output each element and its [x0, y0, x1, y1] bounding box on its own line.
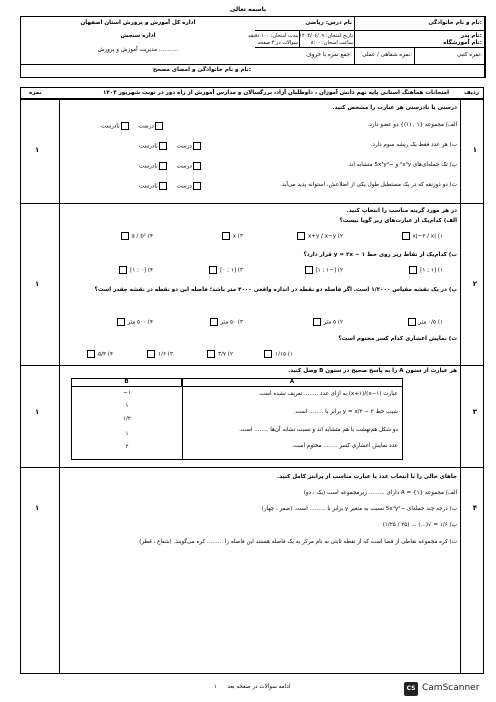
lesson-label: نام درس: ریاضی [305, 20, 352, 26]
grade-words-label: نمره شفاهی / عملی: [362, 52, 412, 58]
false-checkbox[interactable] [159, 182, 167, 190]
col-b-header: B [72, 379, 182, 387]
question-intro: در هر مورد گزینه مناسب را انتخاب کنید. [346, 208, 457, 214]
exam-title-bar [20, 87, 484, 99]
basmala: باسمه تعالی [229, 6, 267, 13]
org-cell [21, 17, 255, 65]
option-3: ۳) ۱/۶ [146, 350, 173, 358]
blank-a: الف) مجموعه {۱} = A دارای ......... زیرمجموعه است (یک ، دو) [303, 490, 457, 496]
question-number: ۴ [472, 504, 477, 512]
true-label: درست [176, 163, 192, 170]
tf-options-c [139, 162, 202, 170]
option-checkbox[interactable] [297, 232, 305, 240]
option-3: ۳) ۵۰ متر [209, 318, 243, 326]
question-number: ۳ [472, 408, 477, 416]
blank-b: ب) درجه چند جمله‌ای −5x⁴y² نسبت به متغیر y برابر با ......... است. (صفر ، چهار) [261, 506, 457, 512]
option-checkbox[interactable] [408, 318, 416, 326]
blank-c: پ) ۱/۶ = √(...) ... (۳۵ / ۱/۲۵) [382, 522, 457, 528]
continue-text: ادامه سوالات در صفحه بعد [227, 684, 291, 690]
option-3: ۳) [۱ ; ۰] [208, 266, 243, 274]
option-checkbox[interactable] [117, 318, 125, 326]
name-label: نام و نام خانوادگی: [428, 20, 482, 26]
question-intro: هر عبارت از ستون A را به پاسخ صحیح در ستون B وصل کنید. [288, 368, 457, 374]
school-label: نام آموزشگاه: [443, 40, 482, 46]
b-item: −۱ [123, 390, 131, 396]
exam-title: امتحانات هماهنگ استانی پایه نهم دانش آموزان ، داوطلبان آزاد، بزرگسالان و مدارس آموزش از راه دور در نوبت شهریور ۱۴۰۴ [102, 90, 449, 96]
question-score: ۱ [35, 504, 40, 512]
option-checkbox[interactable] [147, 350, 155, 358]
grade-digits-cell [415, 48, 485, 65]
option-checkbox[interactable] [305, 266, 313, 274]
option-checkbox[interactable] [222, 232, 230, 240]
page-number: ۱ [213, 684, 217, 690]
a-item: دو شکل هم‌نهشت با هم متشابه اند و نسبت تشابه آن‌ها ........ است. [238, 427, 398, 433]
option-2: ۲) ۳/۷ [206, 350, 233, 358]
statement-b: ب) هر عدد فقط یک ریشه سوم دارد. [370, 142, 457, 148]
date-cell [300, 31, 355, 48]
sign-cell [21, 65, 255, 77]
match-divider [182, 379, 183, 459]
true-checkbox[interactable] [193, 182, 201, 190]
false-checkbox[interactable] [159, 142, 167, 150]
false-checkbox[interactable] [159, 162, 167, 170]
b-item: ۱ [125, 431, 129, 437]
false-checkbox[interactable] [121, 122, 129, 130]
sign-label: نام و نام خانوادگی و امضای مصحح: [152, 67, 251, 73]
question-2 [21, 204, 483, 366]
question-score: ۱ [35, 408, 40, 416]
question-4 [21, 468, 483, 675]
option-4: ۴) [۰ ; ۱] [118, 266, 153, 274]
option-checkbox[interactable] [264, 350, 272, 358]
a-item: عدد نمایش اعشاری کسر ........ مختوم است. [291, 443, 398, 449]
camscanner-logo: CS [404, 682, 418, 696]
option-1: ۱) ۰/۵ متر [407, 318, 443, 326]
total-label: جمع نمره با حروف: [305, 52, 352, 58]
row-label: ردیف [464, 90, 479, 96]
option-1: ۱) ۱/۱۵ [263, 350, 293, 358]
option-checkbox[interactable] [119, 266, 127, 274]
camscanner-watermark [404, 680, 484, 698]
grade-words-cell [355, 48, 415, 65]
score-label: نمره [29, 90, 42, 96]
question-a: الف) کدام‌یک از عبارت‌های زیر گویا نیست؟ [339, 218, 457, 224]
question-1 [21, 100, 483, 204]
option-checkbox[interactable] [210, 318, 218, 326]
option-2: ۲) [−۱ ; ۱] [304, 266, 343, 274]
blank-d: ت) کره مجموعه نقاطی از فضا است که از نقطه ثابتی به نام مرکز به یک فاصله هستند این فاصله را ......... کره می‌گویند. (شعاع ، قطر) [139, 539, 457, 545]
option-2: ۲) ۵ متر [312, 318, 343, 326]
duration: مدت امتحان: ۱۰۰ دقیقه [248, 33, 298, 39]
tf-options-d [139, 182, 202, 190]
option-4: ۴) ۵۰۰ متر [116, 318, 153, 326]
option-checkbox[interactable] [207, 350, 215, 358]
pages: سوالات در ۴ صفحه [257, 40, 298, 46]
option-4: ۴) a / b² [120, 232, 153, 240]
true-label: درست [176, 183, 192, 190]
true-checkbox[interactable] [193, 162, 201, 170]
b-item: ۲ [125, 444, 129, 450]
false-label: نادرست [101, 123, 120, 130]
true-label: درست [138, 123, 154, 130]
question-d: ت) نمایش اعشاری کدام کسر مختوم است؟ [338, 336, 457, 342]
a-item: عبارت (x−۱)/(x+۱) به ازای عدد ........ تعریف نشده است. [258, 391, 398, 397]
option-checkbox[interactable] [409, 266, 417, 274]
statement-c: پ) تک جمله‌ای‌های ²x³y و −5x³y² متشابه اند. [347, 162, 457, 168]
exam-page [8, 4, 488, 698]
option-checkbox[interactable] [87, 350, 95, 358]
a-item: شیب خط y = x/۲ − ۲ برابر با ........ است. [293, 409, 398, 415]
tf-options-b [139, 142, 202, 150]
duration-cell [248, 31, 300, 48]
org-line1: اداره کل آموزش و پرورش استان اصفهان [80, 20, 196, 26]
true-checkbox[interactable] [155, 122, 163, 130]
total-cell [255, 48, 355, 65]
statement-d: ت) دو ذوزنقه که در یک مستطیل طول یکی از اضلاعش، استوانه پدید می‌آید. [280, 182, 457, 188]
option-1: ۱) [۱ ; ۱] [408, 266, 443, 274]
name-cell [355, 17, 485, 31]
blank-cell [255, 65, 485, 77]
true-checkbox[interactable] [193, 142, 201, 150]
option-checkbox[interactable] [402, 232, 410, 240]
question-b: ب) کدام‌یک از نقاط زیر روی خط y = ۲x − ۱ قرار دارد؟ [303, 252, 457, 258]
question-number: ۲ [472, 280, 477, 288]
option-4: ۴) ۵/۴ [86, 350, 113, 358]
exam-time: ساعت امتحان: ۸:۰۰ [310, 40, 353, 46]
org-line2: اداره سنجش [120, 33, 156, 39]
false-label: نادرست [139, 183, 158, 190]
option-checkbox[interactable] [121, 232, 129, 240]
question-score: ۱ [35, 146, 40, 154]
b-item: ۱/۲ [123, 416, 131, 422]
lesson-cell [255, 17, 355, 31]
question-3 [21, 366, 483, 468]
exam-date: تاریخ امتحان: ۱۴۰۴/۰۶/۰۹ [299, 33, 353, 39]
true-label: درست [176, 143, 192, 150]
question-number: ۱ [472, 146, 477, 154]
false-label: نادرست [139, 143, 158, 150]
option-checkbox[interactable] [209, 266, 217, 274]
option-1: ۱) |x|−۲ / x [401, 232, 443, 240]
tf-options-a [101, 122, 164, 130]
header-table [20, 16, 486, 78]
question-score: ۱ [35, 280, 40, 288]
matching-table [71, 378, 403, 460]
statement-a: الف) مجموعه {۱ , (۱)} دو عضو دارد. [367, 122, 457, 128]
camscanner-text: CamScanner [422, 683, 480, 693]
false-label: نادرست [139, 163, 158, 170]
question-intro: درستی یا نادرستی هر عبارت را مشخص کنید. [332, 105, 457, 111]
b-item: ۱ [125, 403, 129, 409]
father-label: نام پدر: [460, 33, 482, 39]
questions-table [20, 99, 484, 674]
option-checkbox[interactable] [313, 318, 321, 326]
col-a-header: A [182, 379, 402, 387]
question-intro: جاهای خالی را با انتخاب عدد یا عبارت مناسب از پرانتز کامل کنید. [277, 474, 457, 480]
option-2: ۲) x+y / x−y [296, 232, 343, 240]
org-line3: مدیریت آموزش و پرورش ........... [97, 47, 179, 53]
option-3: ۳) x [221, 232, 243, 240]
question-c: پ) در یک نقشه مقیاس ۱/۲۰۰۰ است. اگر فاصله دو نقطه در اندازه واقعی ۴۰۰۰ متر باشد؛ فاصله این دو نقطه در نقشه چقدر است؟ [94, 287, 457, 293]
father-cell [355, 31, 485, 48]
grade-digits-label: نمره کتبی: [456, 52, 482, 58]
